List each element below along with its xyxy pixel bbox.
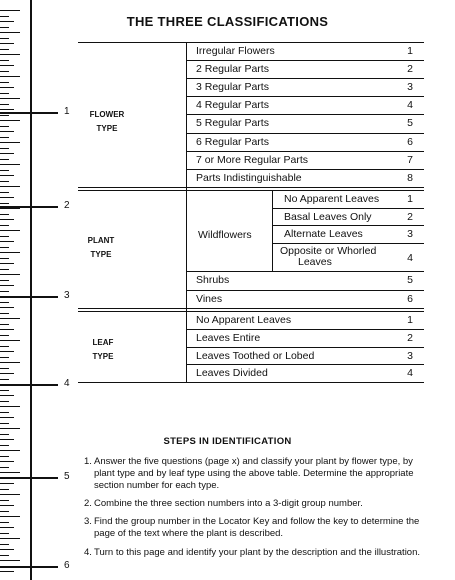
ruler-tick (0, 467, 9, 468)
row-divider (186, 169, 424, 170)
ruler-tick (0, 483, 14, 484)
ruler-tick (0, 137, 9, 138)
flower-row-number: 6 (407, 135, 413, 148)
wildflower-column-divider (272, 190, 273, 271)
table-top-border (78, 42, 424, 43)
ruler-tick (0, 126, 9, 127)
step-item (84, 547, 424, 559)
plant-section-divider (78, 308, 424, 309)
ruler-tick (0, 164, 20, 165)
ruler-tick (0, 406, 20, 407)
flower-row-label: Irregular Flowers (196, 45, 275, 57)
ruler-tick (0, 186, 20, 187)
step-text: Turn to this page and identify your plant by the description and the illustration. (94, 547, 421, 558)
ruler-tick (0, 472, 20, 473)
ruler-tick (0, 538, 20, 539)
ruler-tick (0, 417, 14, 418)
ruler-major-tick (0, 112, 58, 114)
plant-type-label (76, 234, 126, 262)
ruler-tick (0, 252, 20, 253)
row-divider (186, 133, 424, 134)
ruler-tick (0, 318, 20, 319)
flower-row-number: 4 (407, 99, 413, 112)
plant-section-divider-2 (78, 311, 424, 312)
ruler-tick (0, 82, 9, 83)
ruler-tick (0, 230, 20, 231)
ruler-number-5: 5 (64, 471, 70, 482)
row-divider (186, 114, 424, 115)
step-text: Answer the five questions (page x) and classify your plant by flower type, by plant type and by leaf type using the above table. Determine the appropriate section number for each type. (94, 456, 414, 491)
ruler-tick (0, 203, 9, 204)
ruler-tick (0, 555, 9, 556)
ruler-tick (0, 71, 9, 72)
ruler-tick (0, 456, 9, 457)
ruler-tick (0, 329, 14, 330)
ruler-tick (0, 65, 14, 66)
ruler-tick (0, 170, 9, 171)
row-divider (272, 208, 424, 209)
leaf-row-number: 3 (407, 349, 413, 362)
ruler-tick (0, 197, 14, 198)
ruler-tick (0, 241, 14, 242)
row-divider (186, 364, 424, 365)
ruler-tick (0, 236, 9, 237)
ruler-tick (0, 247, 9, 248)
ruler-tick (0, 280, 9, 281)
row-divider (272, 243, 424, 244)
ruler-tick (0, 115, 9, 116)
row-divider (186, 329, 424, 330)
row-divider (186, 60, 424, 61)
ruler-tick (0, 357, 9, 358)
wildflower-row-label: Basal Leaves Only (284, 210, 372, 223)
wildflowers-label: Wildflowers (198, 229, 252, 241)
wildflower-row-label: No Apparent Leaves (284, 193, 380, 205)
ruler-tick (0, 423, 9, 424)
ruler-number-3: 3 (64, 290, 70, 301)
ruler-tick (0, 313, 9, 314)
ruler-tick (0, 109, 14, 110)
ruler-tick (0, 148, 9, 149)
ruler-tick (0, 395, 14, 396)
plant-row-label: Shrubs (196, 274, 230, 286)
ruler-major-tick (0, 477, 58, 479)
ruler-tick (0, 120, 20, 121)
wildflower-row-label: Opposite or Whorled (280, 244, 377, 257)
ruler-tick (0, 379, 9, 380)
ruler-tick (0, 511, 9, 512)
ruler-tick (0, 142, 20, 143)
ruler-tick (0, 54, 20, 55)
flower-row-label: Parts Indistinguishable (196, 171, 302, 184)
leaf-type-label-line1: LEAF (92, 338, 114, 347)
ruler-tick (0, 131, 14, 132)
flower-type-label-line1: FLOWER (89, 110, 125, 119)
plant-type-label-line2: TYPE (90, 250, 112, 259)
step-text: Combine the three section numbers into a 3-digit group number. (94, 498, 363, 509)
page-title: THE THREE CLASSIFICATIONS (126, 14, 329, 29)
flower-row-number: 2 (407, 63, 413, 76)
ruler-tick (0, 522, 9, 523)
ruler-tick (0, 307, 14, 308)
ruler-tick (0, 401, 9, 402)
ruler-tick (0, 181, 9, 182)
table-column-divider (186, 42, 187, 382)
flower-row-label: 7 or More Regular Parts (196, 153, 309, 166)
ruler-tick (0, 494, 20, 495)
ruler-tick (0, 533, 9, 534)
leaf-type-label (78, 336, 128, 364)
ruler-tick (0, 175, 14, 176)
ruler-major-tick (0, 296, 58, 298)
ruler-tick (0, 368, 9, 369)
flower-row-number: 3 (407, 81, 413, 94)
step-number: 2. (84, 498, 92, 509)
flower-row-label: 5 Regular Parts (196, 117, 269, 130)
ruler-tick (0, 571, 14, 572)
ruler-tick (0, 340, 20, 341)
ruler-tick (0, 373, 14, 374)
flower-row-label: 3 Regular Parts (196, 81, 269, 94)
ruler-tick (0, 60, 9, 61)
wildflower-row-label-cont: Leaves (298, 255, 332, 268)
wildflower-bottom-border (186, 271, 424, 272)
ruler-tick (0, 527, 14, 528)
ruler-tick (0, 208, 20, 209)
step-number: 3. (84, 516, 92, 527)
row-divider (186, 347, 424, 348)
leaf-type-label-line2: TYPE (92, 352, 114, 361)
leaf-row-label: Leaves Toothed or Lobed (196, 349, 315, 362)
ruler-tick (0, 219, 14, 220)
flower-row-label: 6 Regular Parts (196, 135, 269, 148)
ruler-tick (0, 560, 20, 561)
ruler-tick (0, 302, 9, 303)
ruler-tick (0, 362, 20, 363)
ruler-tick (0, 263, 14, 264)
ruler-tick (0, 225, 9, 226)
ruler-number-6: 6 (64, 560, 70, 571)
ruler-tick (0, 516, 20, 517)
ruler-tick (0, 43, 14, 44)
flower-section-divider (78, 187, 424, 188)
flower-section-divider-2 (78, 190, 424, 191)
ruler-major-tick (0, 384, 58, 386)
ruler-tick (0, 549, 14, 550)
inch-ruler (0, 0, 32, 580)
steps-title: STEPS IN IDENTIFICATION (163, 436, 292, 447)
ruler-tick (0, 49, 9, 50)
ruler-major-tick (0, 566, 58, 568)
flower-type-label (82, 108, 132, 136)
ruler-tick (0, 428, 20, 429)
ruler-tick (0, 434, 9, 435)
row-divider (186, 96, 424, 97)
plant-row-number: 5 (407, 274, 413, 286)
leaf-row-label: No Apparent Leaves (196, 314, 292, 326)
wildflower-row-number: 2 (407, 210, 413, 223)
ruler-tick (0, 192, 9, 193)
ruler-tick (0, 390, 9, 391)
ruler-tick (0, 214, 9, 215)
ruler-tick (0, 500, 9, 501)
ruler-tick (0, 412, 9, 413)
ruler-tick (0, 258, 9, 259)
ruler-number-1: 1 (64, 106, 70, 117)
row-divider (186, 78, 424, 79)
wildflower-row-label: Alternate Leaves (284, 228, 363, 240)
step-item (84, 516, 424, 540)
leaf-row-number: 4 (407, 367, 413, 380)
ruler-tick (0, 269, 9, 270)
step-number: 1. (84, 456, 92, 467)
row-divider (186, 151, 424, 152)
ruler-major-tick (0, 206, 58, 208)
ruler-tick (0, 291, 9, 292)
flower-row-number: 5 (407, 117, 413, 130)
ruler-tick (0, 450, 20, 451)
leaf-row-number: 1 (407, 314, 413, 326)
flower-row-number: 7 (407, 153, 413, 166)
flower-type-label-line2: TYPE (96, 124, 118, 133)
ruler-number-2: 2 (64, 200, 70, 211)
ruler-tick (0, 274, 20, 275)
step-text: Find the group number in the Locator Key and follow the key to determine the page of the text where the plant is described. (94, 516, 420, 539)
ruler-tick (0, 346, 9, 347)
ruler-number-4: 4 (64, 378, 70, 389)
ruler-tick (0, 87, 14, 88)
ruler-tick (0, 335, 9, 336)
ruler-tick (0, 461, 14, 462)
leaf-row-number: 2 (407, 331, 413, 344)
ruler-tick (0, 10, 20, 11)
wildflower-row-number: 3 (407, 228, 413, 240)
table-bottom-border (78, 382, 424, 383)
flower-row-number: 8 (407, 171, 413, 184)
ruler-tick (0, 104, 9, 105)
plant-row-number: 6 (407, 292, 413, 305)
ruler-tick (0, 505, 14, 506)
ruler-tick (0, 351, 14, 352)
ruler-tick (0, 98, 20, 99)
wildflower-row-number: 4 (407, 251, 413, 264)
ruler-tick (0, 544, 9, 545)
ruler-tick (0, 93, 9, 94)
ruler-tick (0, 38, 9, 39)
ruler-tick (0, 76, 20, 77)
leaf-row-label: Leaves Divided (196, 367, 268, 380)
ruler-tick (0, 159, 9, 160)
step-item (84, 456, 424, 492)
step-number: 4. (84, 547, 92, 558)
leaf-row-label: Leaves Entire (196, 331, 261, 344)
row-divider (272, 225, 424, 226)
ruler-tick (0, 324, 9, 325)
plant-type-label-line1: PLANT (87, 236, 115, 245)
row-divider (186, 290, 424, 291)
ruler-tick (0, 32, 20, 33)
flower-row-label: 4 Regular Parts (196, 99, 269, 112)
plant-row-label: Vines (196, 292, 223, 305)
step-item (84, 498, 424, 510)
ruler-tick (0, 285, 14, 286)
flower-row-number: 1 (407, 45, 413, 57)
ruler-tick (0, 153, 14, 154)
ruler-tick (0, 489, 9, 490)
flower-row-label: 2 Regular Parts (196, 63, 269, 76)
wildflower-row-number: 1 (407, 193, 413, 205)
